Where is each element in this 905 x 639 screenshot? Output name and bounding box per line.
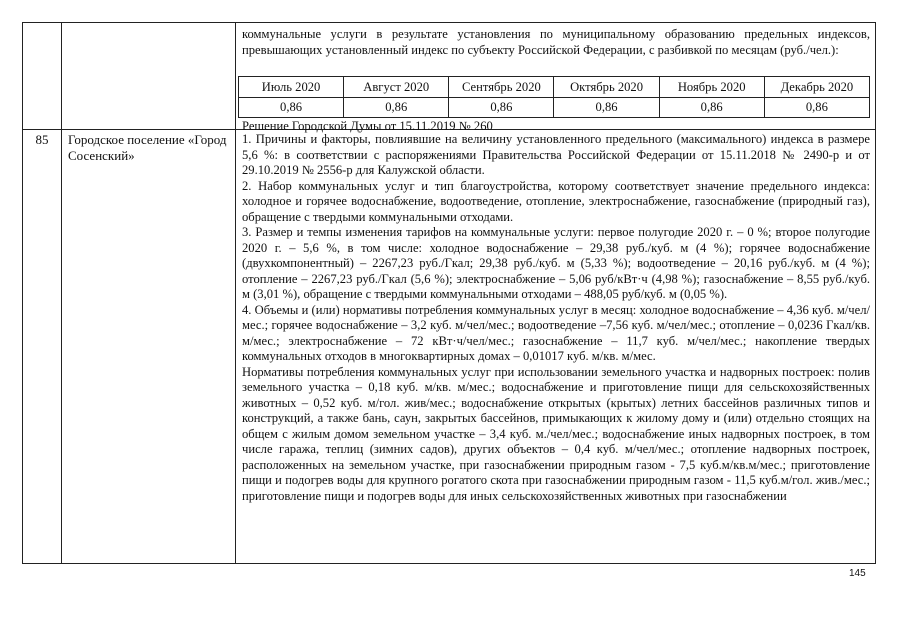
month-label: Декабрь 2020	[764, 77, 869, 98]
month-label: Сентябрь 2020	[449, 77, 554, 98]
month-value-row	[239, 97, 870, 118]
paragraph-volumes: 4. Объемы и (или) нормативы потребления коммунальных услуг в месяц: холодное водоснабжение – 4,36 куб. м/чел/мес.; горячее водоснабжение – 3,2 куб. м/чел/мес.; водоотведение –7,56 куб. м/чел/мес.; отопление – 0,0236 Гкал/кв. м/мес.; электроснабжение – 72 кВт·ч/чел/мес.; газоснабжение – 11,7 куб. м/чел/мес.; накопление твердых коммунальных отходов в многоквартирных домах – 0,01017 куб. м/кв. м/мес.	[242, 302, 870, 363]
month-value: 0,86	[764, 97, 869, 118]
month-value: 0,86	[449, 97, 554, 118]
decision-reference: Решение Городской Думы от 15.11.2019 № 260	[242, 119, 493, 133]
column-divider	[235, 23, 236, 563]
paragraph-norms: Нормативы потребления коммунальных услуг при использовании земельного участка и надворных построек: полив земельного участка – 0,18 куб. м/кв. м/мес.; водоснабжение и приготовление пищи для сельскохозяйственных животных – 0,52 куб. м/гол. жив/мес.; водоснабжение открытых (крытых) летних бассейнов различных типов и конструкций, а также бань, саун, закрытых бассейнов, примыкающих к жилому дому и (или) отдельно стоящих на общем с жилым домом земельном участке – 3,4 куб. м./чел/мес.; водоснабжение иных надворных построек, в том числе гаража, теплиц (зимних садов), других объектов – 0,4 куб. м/чел/мес.; отопление надворных построек, расположенных на земельном участке, при газоснабжении природным газом - 7,5 куб.м/кв.м/мес.; приготовление пищи и подогрев воды для крупного рогатого скота при газоснабжении природным газом - 11,5 куб.м/гол. жив./мес.; приготовление пищи и подогрев воды для иных сельскохозяйственных животных при газоснабжении	[242, 364, 870, 503]
month-header-row	[239, 77, 870, 98]
month-value: 0,86	[344, 97, 449, 118]
row-number: 85	[35, 132, 49, 147]
month-label: Октябрь 2020	[554, 77, 659, 98]
paragraph-tariffs: 3. Размер и темпы изменения тарифов на коммунальные услуги: первое полугодие 2020 г. – 0 %; второе полугодие 2020 г. – 5,6 %, в том числе: холодное водоснабжение – 29,38 руб./куб. м (4 %); горячее водоснабжение (двухкомпонентный) – 2267,23 руб./Гкал; 29,38 руб./куб. м (5,33 %); водоотведение – 20,16 руб./куб. м (4 %); отопление – 2267,23 руб./Гкал (5,6 %); электроснабжение – 5,06 руб/кВт·ч (4,98 %); газоснабжение – 8,55 руб./куб. м (3,01 %), обращение с твердыми коммунальными отходами – 488,05 руб/куб. м (0,05 %).	[242, 225, 870, 301]
row-details	[242, 132, 870, 504]
paragraph-services: 2. Набор коммунальных услуг и тип благоустройства, которому соответствует значение предельного индекса: холодное и горячее водоснабжение, водоотведение, отопление, электроснабжение, газоснабжение (природный газ), обращение с твердыми коммунальными отходами.	[242, 178, 870, 224]
month-label: Ноябрь 2020	[659, 77, 764, 98]
municipality-name: Городское поселение «Город Сосенский»	[68, 132, 227, 163]
column-divider	[61, 23, 62, 563]
main-table	[22, 22, 876, 564]
monthly-table	[238, 76, 870, 118]
page-number: 145	[849, 568, 866, 579]
continuation-text: коммунальные услуги в результате установления по муниципальному образованию предельных индексов, превышающих установленный индекс по субъекту Российской Федерации, с разбивкой по месяцам (руб./чел.):	[242, 27, 870, 57]
paragraph-causes: 1. Причины и факторы, повлиявшие на величину установленного предельного (максимального) индекса в размере 5,6 %: в соответствии с распоряжениями Правительства Российской Федерации от 15.11.2018 № 2490-р и от 29.10.2019 № 2556-р для Калужской области.	[242, 132, 870, 177]
month-label: Август 2020	[344, 77, 449, 98]
month-value: 0,86	[554, 97, 659, 118]
month-value: 0,86	[659, 97, 764, 118]
month-label: Июль 2020	[239, 77, 344, 98]
month-value: 0,86	[239, 97, 344, 118]
